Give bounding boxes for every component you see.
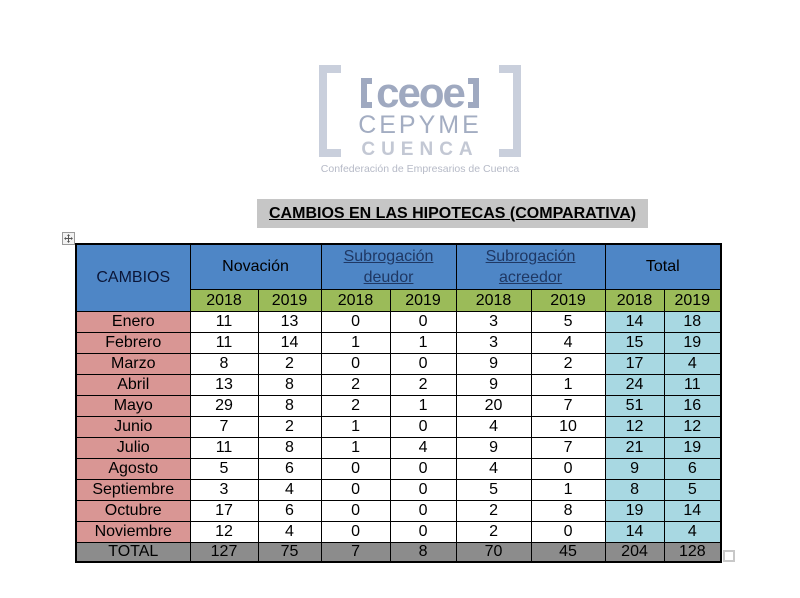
total-row-value-cell: 45: [531, 542, 605, 562]
value-cell: 0: [531, 458, 605, 479]
year-header-2: 2018: [321, 289, 390, 311]
year-header-3: 2019: [390, 289, 456, 311]
total-value-cell: 5: [664, 479, 721, 500]
value-cell: 2: [390, 374, 456, 395]
value-cell: 3: [190, 479, 258, 500]
value-cell: 12: [190, 521, 258, 542]
value-cell: 0: [321, 521, 390, 542]
page-title: CAMBIOS EN LAS HIPOTECAS (COMPARATIVA): [257, 199, 648, 228]
value-cell: 0: [390, 416, 456, 437]
group-header-subrogacion-deudor: Subrogación deudor: [321, 244, 456, 289]
year-header-1: 2019: [258, 289, 321, 311]
total-row-value-cell: 7: [321, 542, 390, 562]
total-value-cell: 51: [605, 395, 664, 416]
value-cell: 8: [190, 353, 258, 374]
month-cell: Agosto: [76, 458, 190, 479]
corner-header-cambios: CAMBIOS: [76, 244, 190, 311]
value-cell: 0: [390, 500, 456, 521]
total-value-cell: 19: [664, 437, 721, 458]
month-cell: Marzo: [76, 353, 190, 374]
month-cell: Enero: [76, 311, 190, 332]
value-cell: 1: [321, 416, 390, 437]
value-cell: 2: [258, 353, 321, 374]
value-cell: 2: [258, 416, 321, 437]
month-cell: Mayo: [76, 395, 190, 416]
table-move-handle[interactable]: [62, 232, 75, 245]
hipotecas-comparison-table: [75, 243, 722, 563]
month-cell: Julio: [76, 437, 190, 458]
value-cell: 9: [456, 437, 531, 458]
logo-outer-right-bracket-icon: [499, 65, 521, 157]
month-row: [76, 479, 721, 500]
value-cell: 20: [456, 395, 531, 416]
value-cell: 4: [456, 458, 531, 479]
month-cell: Junio: [76, 416, 190, 437]
month-row: [76, 353, 721, 374]
group-header-novacion: Novación: [190, 244, 321, 289]
value-cell: 4: [531, 332, 605, 353]
ceoe-cepyme-logo: [313, 62, 527, 178]
total-value-cell: 15: [605, 332, 664, 353]
total-value-cell: 6: [664, 458, 721, 479]
value-cell: 1: [531, 479, 605, 500]
total-value-cell: 14: [605, 311, 664, 332]
value-cell: 11: [190, 332, 258, 353]
value-cell: 0: [390, 458, 456, 479]
total-value-cell: 24: [605, 374, 664, 395]
value-cell: 0: [321, 311, 390, 332]
total-value-cell: 16: [664, 395, 721, 416]
value-cell: 6: [258, 458, 321, 479]
total-value-cell: 19: [605, 500, 664, 521]
value-cell: 0: [531, 521, 605, 542]
month-cell: Septiembre: [76, 479, 190, 500]
total-row-value-cell: 128: [664, 542, 721, 562]
value-cell: 0: [321, 500, 390, 521]
month-row: [76, 500, 721, 521]
logo-brand-ceoe: ceoe: [376, 69, 464, 116]
value-cell: 8: [258, 395, 321, 416]
value-cell: 0: [390, 479, 456, 500]
value-cell: 1: [531, 374, 605, 395]
logo-brand-cuenca: CUENCA: [361, 139, 479, 160]
logo-brand-cepyme: CEPYME: [358, 111, 482, 139]
value-cell: 8: [531, 500, 605, 521]
total-row-value-cell: 8: [390, 542, 456, 562]
total-value-cell: 9: [605, 458, 664, 479]
month-row: [76, 458, 721, 479]
total-value-cell: 12: [605, 416, 664, 437]
group-header-subrogacion-acreedor: Subrogación acreedor: [456, 244, 605, 289]
total-value-cell: 12: [664, 416, 721, 437]
value-cell: 0: [321, 458, 390, 479]
value-cell: 13: [190, 374, 258, 395]
value-cell: 0: [390, 311, 456, 332]
group-header-total: Total: [605, 244, 721, 289]
year-header-0: 2018: [190, 289, 258, 311]
total-value-cell: 18: [664, 311, 721, 332]
value-cell: 5: [531, 311, 605, 332]
value-cell: 0: [321, 353, 390, 374]
value-cell: 4: [456, 416, 531, 437]
value-cell: 7: [531, 395, 605, 416]
total-row-value-cell: 204: [605, 542, 664, 562]
value-cell: 13: [258, 311, 321, 332]
total-value-cell: 17: [605, 353, 664, 374]
logo-outer-left-bracket-icon: [319, 65, 341, 157]
value-cell: 0: [321, 479, 390, 500]
total-row: [76, 542, 721, 562]
value-cell: 2: [321, 395, 390, 416]
total-row-value-cell: 75: [258, 542, 321, 562]
value-cell: 7: [190, 416, 258, 437]
month-row: [76, 437, 721, 458]
year-header-7: 2019: [664, 289, 721, 311]
value-cell: 9: [456, 353, 531, 374]
logo-inner-right-bracket-icon: [468, 78, 479, 108]
total-value-cell: 14: [664, 500, 721, 521]
value-cell: 3: [456, 332, 531, 353]
value-cell: 4: [258, 479, 321, 500]
total-row-value-cell: 70: [456, 542, 531, 562]
total-value-cell: 8: [605, 479, 664, 500]
value-cell: 8: [258, 437, 321, 458]
logo-inner-left-bracket-icon: [361, 78, 372, 108]
year-header-6: 2018: [605, 289, 664, 311]
total-row-value-cell: 127: [190, 542, 258, 562]
month-row: [76, 332, 721, 353]
month-cell: Noviembre: [76, 521, 190, 542]
month-row: [76, 395, 721, 416]
month-cell: Octubre: [76, 500, 190, 521]
value-cell: 17: [190, 500, 258, 521]
value-cell: 8: [258, 374, 321, 395]
month-cell: Febrero: [76, 332, 190, 353]
total-value-cell: 4: [664, 521, 721, 542]
value-cell: 7: [531, 437, 605, 458]
value-cell: 0: [390, 521, 456, 542]
month-row: [76, 416, 721, 437]
month-cell: Abril: [76, 374, 190, 395]
value-cell: 29: [190, 395, 258, 416]
month-row: [76, 311, 721, 332]
value-cell: 2: [456, 500, 531, 521]
value-cell: 1: [390, 395, 456, 416]
move-cross-icon: [64, 234, 73, 243]
value-cell: 0: [390, 353, 456, 374]
value-cell: 5: [456, 479, 531, 500]
year-header-5: 2019: [531, 289, 605, 311]
value-cell: 4: [258, 521, 321, 542]
value-cell: 2: [456, 521, 531, 542]
month-row: [76, 374, 721, 395]
value-cell: 1: [390, 332, 456, 353]
value-cell: 2: [321, 374, 390, 395]
table-body: [76, 311, 721, 562]
value-cell: 14: [258, 332, 321, 353]
logo-tagline: Confederación de Empresarios de Cuenca: [320, 163, 520, 175]
total-value-cell: 14: [605, 521, 664, 542]
group-header-row: [76, 244, 721, 289]
value-cell: 10: [531, 416, 605, 437]
total-value-cell: 21: [605, 437, 664, 458]
table-resize-handle[interactable]: [723, 550, 735, 562]
total-value-cell: 4: [664, 353, 721, 374]
value-cell: 1: [321, 437, 390, 458]
value-cell: 11: [190, 311, 258, 332]
value-cell: 11: [190, 437, 258, 458]
value-cell: 5: [190, 458, 258, 479]
value-cell: 4: [390, 437, 456, 458]
total-row-label: TOTAL: [76, 542, 190, 562]
value-cell: 2: [531, 353, 605, 374]
value-cell: 1: [321, 332, 390, 353]
year-header-4: 2018: [456, 289, 531, 311]
value-cell: 9: [456, 374, 531, 395]
month-row: [76, 521, 721, 542]
value-cell: 3: [456, 311, 531, 332]
total-value-cell: 19: [664, 332, 721, 353]
value-cell: 6: [258, 500, 321, 521]
total-value-cell: 11: [664, 374, 721, 395]
